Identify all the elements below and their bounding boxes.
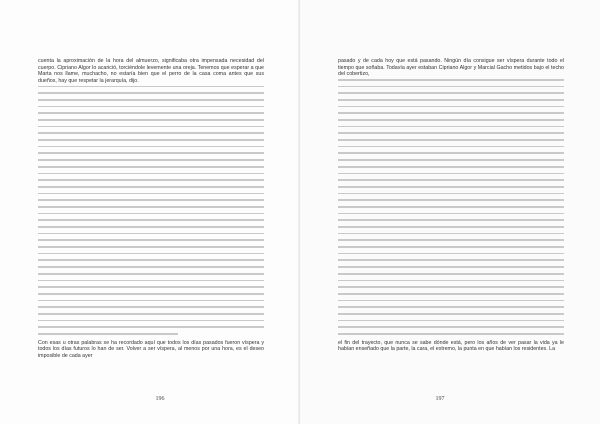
text-line [338, 126, 564, 128]
text-line [338, 99, 564, 101]
text-line [38, 199, 264, 201]
text-line [338, 206, 564, 208]
text-line [338, 159, 564, 161]
text-line [38, 106, 264, 108]
text-line [338, 266, 564, 268]
text-line [38, 146, 264, 148]
right-page-closing-paragraph: el fin del trayecto, que nunca se sabe dónde está, pero los años de ver pasar la vida ya le habían enseñado que la parte, la cara, el extremo, la punta en que habían los residentes. La [338, 339, 564, 353]
text-line [338, 239, 564, 241]
text-line [338, 300, 564, 302]
text-line [338, 199, 564, 201]
text-line [338, 233, 564, 235]
text-line [338, 79, 564, 81]
text-line [338, 152, 564, 154]
text-line [338, 186, 564, 188]
page-number: 197 [435, 396, 445, 402]
text-line [38, 300, 264, 302]
text-line [338, 286, 564, 288]
text-line [338, 179, 564, 181]
text-line [338, 313, 564, 315]
left-page-text [38, 58, 264, 360]
text-line [38, 139, 264, 141]
left-page-closing-paragraph: Con esas u otras palabras se ha recordado aquí que todos los días pasados fueron víspera y todos los días futuros lo han de ser. Volver a ser víspera, al menos por una hora, es el deseo imposible de cada ayer [38, 339, 264, 360]
text-line [38, 333, 178, 335]
text-line [38, 186, 264, 188]
text-line [38, 179, 264, 181]
text-line [38, 293, 264, 295]
text-line [38, 173, 264, 175]
text-line [338, 246, 564, 248]
text-line [338, 173, 564, 175]
text-line [38, 206, 264, 208]
text-line [338, 326, 564, 328]
text-line [38, 152, 264, 154]
text-line [38, 126, 264, 128]
text-line [338, 293, 564, 295]
left-page-body-lines [38, 86, 264, 335]
text-line [38, 266, 264, 268]
text-line [38, 166, 264, 168]
text-line [38, 280, 264, 282]
text-line [338, 259, 564, 261]
text-line [38, 132, 264, 134]
right-page-opening-paragraph: pasado y de cada hoy que está pasando. Ningún día consigue ser víspera durante todo el tiempo que soñaba. Todavía ayer estaban Cipriano Algor y Marcial Gacho metidos bajo el techo del cobertizo, [338, 58, 564, 78]
text-line [338, 146, 564, 148]
left-page-opening-paragraph: cuenta la aproximación de la hora del almuerzo, significaba otra impensada necesidad del cuerpo. Cipriano Algor lo acarició, torciéndole levemente una oreja. Tenemos que esperar a que Marta nos llame, muchacho, no estaría bien que el perro de la casa coma antes que sus dueños, hay que respetar la jerarquía, dijo. [38, 58, 264, 85]
text-line [38, 239, 264, 241]
text-line [38, 99, 264, 101]
text-line [38, 273, 264, 275]
text-line [38, 86, 264, 88]
text-line [338, 226, 564, 228]
text-line [338, 306, 564, 308]
text-line [38, 112, 264, 114]
text-line [38, 246, 264, 248]
text-line [38, 313, 264, 315]
text-line [338, 139, 564, 141]
text-line [338, 219, 564, 221]
page-number: 196 [155, 396, 165, 402]
text-line [38, 159, 264, 161]
text-line [338, 333, 564, 335]
text-line [38, 259, 264, 261]
text-line [38, 213, 264, 215]
text-line [338, 213, 564, 215]
text-line [38, 119, 264, 121]
text-line [38, 306, 264, 308]
right-page-body-lines [338, 79, 564, 335]
text-line [338, 106, 564, 108]
text-line [38, 193, 264, 195]
text-line [38, 326, 264, 328]
text-line [38, 219, 264, 221]
text-line [338, 280, 564, 282]
text-line [338, 166, 564, 168]
text-line [338, 119, 564, 121]
text-line [338, 132, 564, 134]
text-line [38, 233, 264, 235]
text-line [338, 273, 564, 275]
text-line [338, 193, 564, 195]
text-line [38, 226, 264, 228]
text-line [338, 86, 564, 88]
text-line [38, 92, 264, 94]
text-line [338, 320, 564, 322]
text-line [338, 112, 564, 114]
text-line [38, 286, 264, 288]
text-line [338, 92, 564, 94]
text-line [38, 320, 264, 322]
text-line [38, 253, 264, 255]
text-line [338, 253, 564, 255]
right-page-text [338, 58, 564, 353]
